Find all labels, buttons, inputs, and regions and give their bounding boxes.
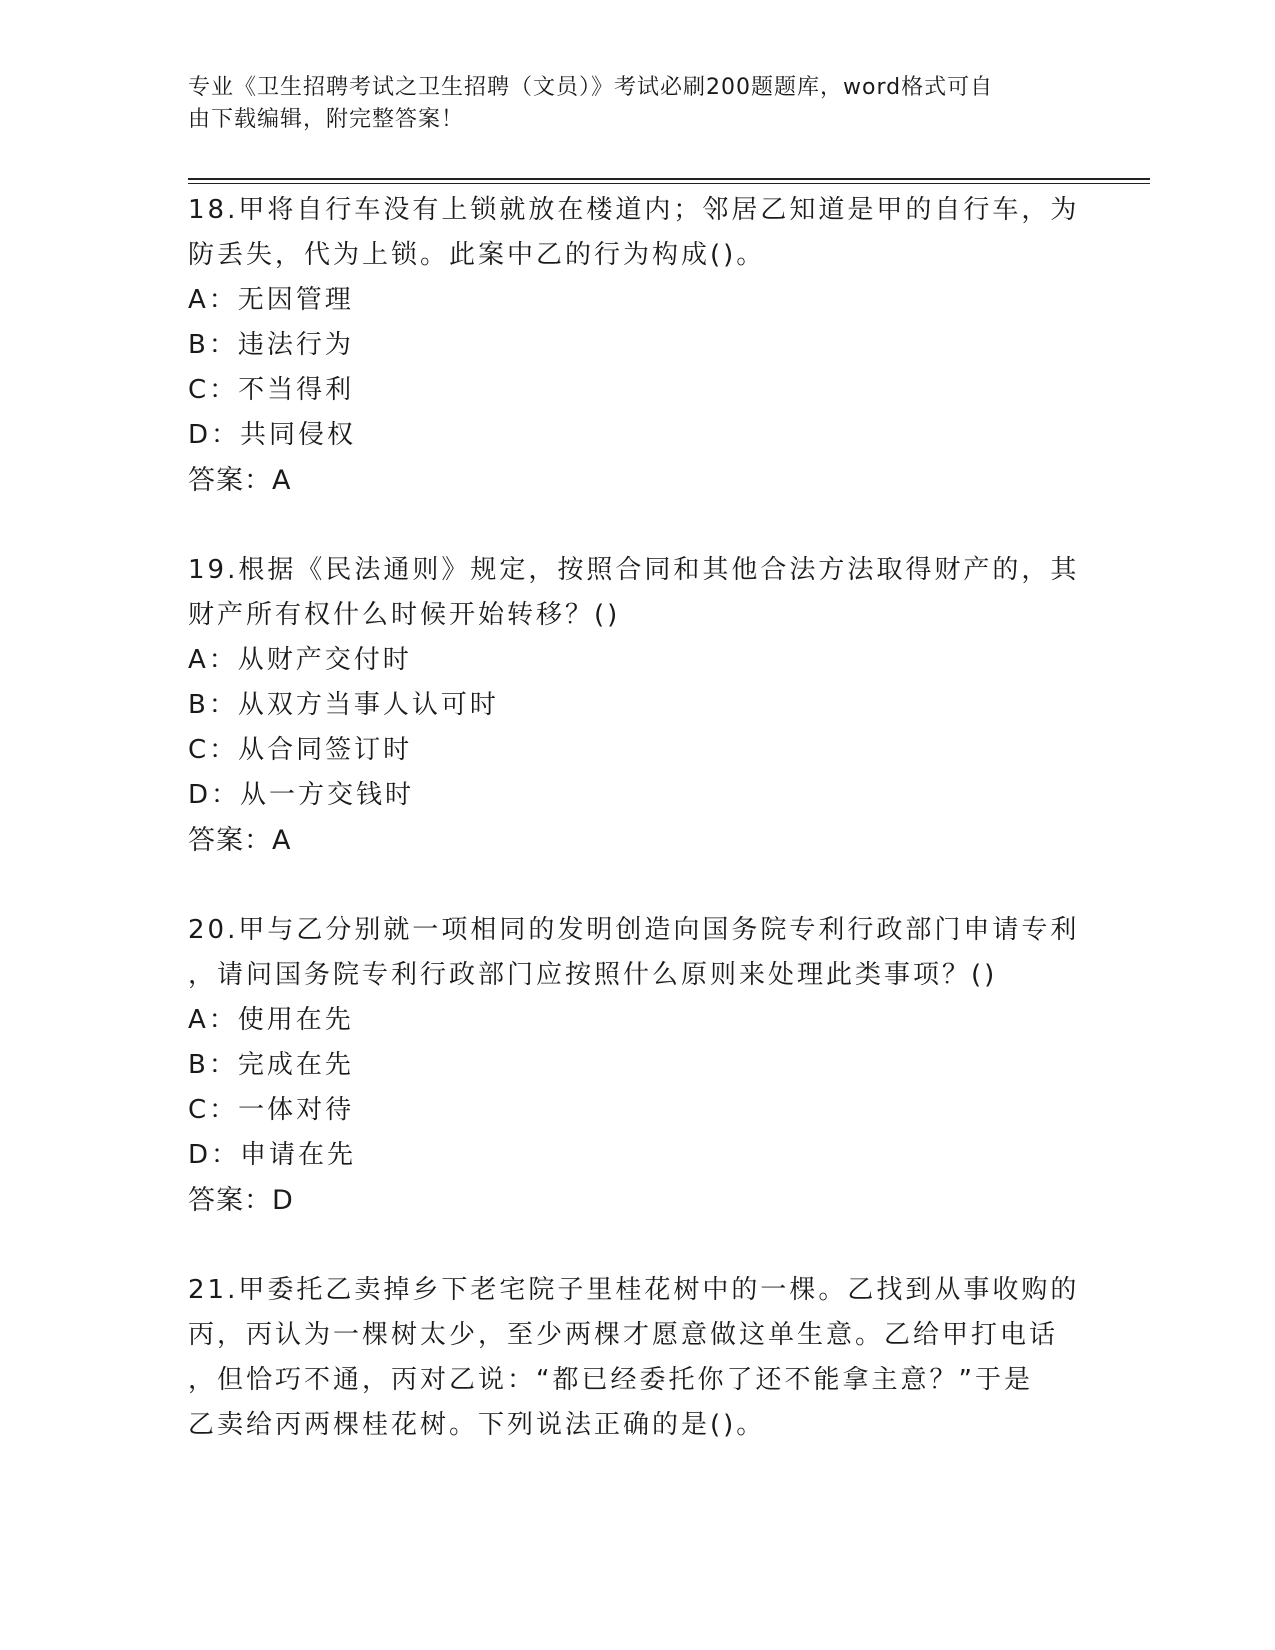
header-divider-thin [188,183,1150,184]
question-list [188,188,1088,1448]
question-stem-line: 丙，丙认为一棵树太少，至少两棵才愿意做这单生意。乙给甲打电话 [188,1320,1059,1350]
option-b: B：完成在先 [188,1050,354,1080]
question-stem-line: 乙卖给丙两棵桂花树。下列说法正确的是()。 [188,1410,766,1440]
answer-text: 答案：A [188,825,292,856]
question-19 [188,548,1088,863]
question-stem-line: 防丢失，代为上锁。此案中乙的行为构成()。 [188,240,766,270]
document-header [188,72,1068,136]
question-21 [188,1268,1088,1448]
header-divider-thick [188,178,1150,180]
option-a: A：无因管理 [188,285,354,315]
answer-text: 答案：A [188,465,292,496]
question-stem-line: 18.甲将自行车没有上锁就放在楼道内；邻居乙知道是甲的自行车，为 [188,195,1080,225]
question-stem-line: 19.根据《民法通则》规定，按照合同和其他合法方法取得财产的，其 [188,555,1080,585]
option-c: C：一体对待 [188,1095,355,1125]
question-stem-line: 财产所有权什么时候开始转移？() [188,600,621,630]
option-d: D：从一方交钱时 [188,780,415,810]
header-line-2: 由下载编辑，附完整答案！ [188,107,465,132]
option-b: B：违法行为 [188,330,354,360]
question-stem-line: ，但恰巧不通，丙对乙说：“都已经委托你了还不能拿主意？”于是 [188,1365,1033,1395]
header-line-1: 专业《卫生招聘考试之卫生招聘（文员）》考试必刷200题题库，word格式可自 [188,75,994,100]
option-a: A：使用在先 [188,1005,354,1035]
option-b: B：从双方当事人认可时 [188,690,499,720]
answer-text: 答案：D [188,1185,294,1216]
option-a: A：从财产交付时 [188,645,412,675]
option-d: D：申请在先 [188,1140,357,1170]
question-stem-line: 21.甲委托乙卖掉乡下老宅院子里桂花树中的一棵。乙找到从事收购的 [188,1275,1080,1305]
option-c: C：不当得利 [188,375,355,405]
option-d: D：共同侵权 [188,420,357,450]
question-stem-line: ，请问国务院专利行政部门应按照什么原则来处理此类事项？() [188,960,998,990]
option-c: C：从合同签订时 [188,735,413,765]
question-20 [188,908,1088,1223]
question-18 [188,188,1088,503]
question-stem-line: 20.甲与乙分别就一项相同的发明创造向国务院专利行政部门申请专利 [188,915,1080,945]
